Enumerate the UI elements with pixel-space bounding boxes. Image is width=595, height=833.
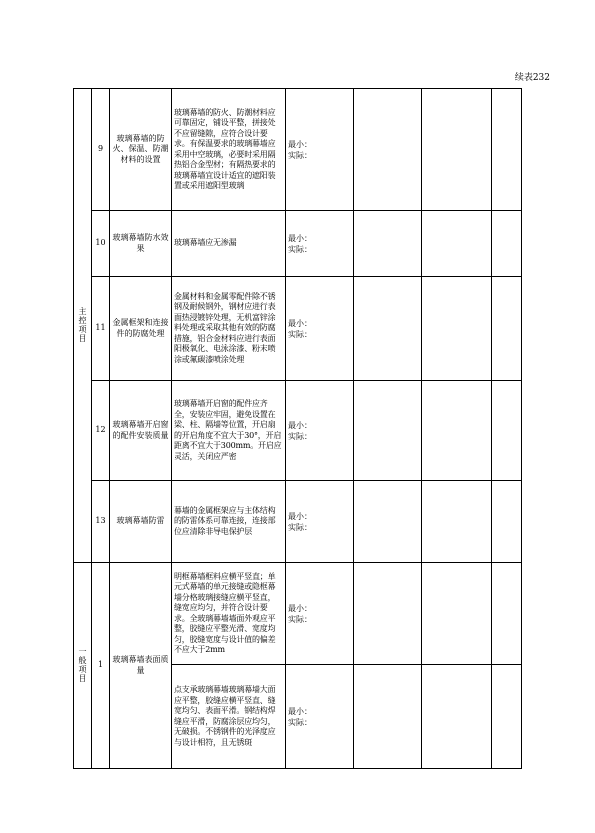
row-number: 11 <box>92 277 110 381</box>
measure-cell: 最小： 实际： <box>286 89 354 211</box>
blank-cell <box>354 211 422 277</box>
row-number: 1 <box>92 563 110 769</box>
blank-cell <box>422 481 492 563</box>
row-number: 9 <box>92 89 110 211</box>
blank-cell <box>492 381 522 481</box>
row-number: 12 <box>92 381 110 481</box>
requirement-text: 金属材料和金属零配件除不锈钢及耐候钢外，钢材应进行表面热浸镀锌处理，无机富锌涂料处理或采取其他有效的防腐措施，铝合金材料应进行表面阳极氧化、电泳涂漆、粉末喷涂或氟碳漆喷涂处理 <box>172 277 286 381</box>
blank-cell <box>492 277 522 381</box>
table-row <box>74 277 522 381</box>
blank-cell <box>422 665 492 769</box>
blank-cell <box>492 211 522 277</box>
category-main-cell: 主控项目 <box>74 89 92 563</box>
table-row <box>74 563 522 665</box>
blank-cell <box>422 277 492 381</box>
blank-cell <box>354 665 422 769</box>
requirement-text: 幕墙的金属框架应与主体结构的防雷体系可靠连接，连接部位应清除非导电保护层 <box>172 481 286 563</box>
page-number-label: 续表232 <box>514 73 550 83</box>
table-row <box>74 481 522 563</box>
blank-cell <box>354 563 422 665</box>
blank-cell <box>422 381 492 481</box>
blank-cell <box>422 89 492 211</box>
blank-cell <box>492 563 522 665</box>
item-name: 玻璃幕墙防水效果 <box>110 211 172 277</box>
blank-cell <box>422 563 492 665</box>
table-row <box>74 381 522 481</box>
blank-cell <box>354 89 422 211</box>
requirement-text: 玻璃幕墙的防火、防潮材料应可靠固定，铺设平整，拼接处不应留缝隙，应符合设计要求。有保温要求的玻璃幕墙应采用中空玻璃，必要时采用隔热铝合金型材；有隔热要求的玻璃幕墙宜设计适宜的遮阳装置或采用遮阳型玻璃 <box>172 89 286 211</box>
row-number: 10 <box>92 211 110 277</box>
requirement-text: 明框幕墙框料应横平竖直；单元式幕墙的单元接缝或隐框幕墙分格玻璃接缝应横平竖直，缝宽应均匀，并符合设计要求。全玻璃幕墙墙面外观应平整，胶缝应平整光滑、宽度均匀，胶缝宽度与设计值的偏差不应大于2mm <box>172 563 286 665</box>
blank-cell <box>354 381 422 481</box>
measure-cell: 最小： 实际： <box>286 563 354 665</box>
blank-cell <box>422 211 492 277</box>
table-row <box>74 211 522 277</box>
blank-cell <box>492 89 522 211</box>
row-number: 13 <box>92 481 110 563</box>
measure-cell: 最小： 实际： <box>286 381 354 481</box>
item-name: 玻璃幕墙防雷 <box>110 481 172 563</box>
requirement-text: 玻璃幕墙应无渗漏 <box>172 211 286 277</box>
measure-cell: 最小： 实际： <box>286 211 354 277</box>
inspection-table <box>73 88 522 769</box>
item-name: 玻璃幕墙的防火、保温、防潮材料的设置 <box>110 89 172 211</box>
measure-cell: 最小： 实际： <box>286 277 354 381</box>
item-name: 玻璃幕墙表面质量 <box>110 563 172 769</box>
table-row <box>74 89 522 211</box>
blank-cell <box>492 665 522 769</box>
requirement-text: 点支承玻璃幕墙玻璃幕墙大面应平整，胶缝应横平竖直、缝宽均匀、表面平滑。钢结构焊缝应平滑，防腐涂层应均匀，无破损。不锈钢件的光泽度应与设计相符，且无锈斑 <box>172 665 286 769</box>
blank-cell <box>492 481 522 563</box>
measure-cell: 最小： 实际： <box>286 481 354 563</box>
category-general-cell: 一般项目 <box>74 563 92 769</box>
item-name: 金属框架和连接件的防腐处理 <box>110 277 172 381</box>
blank-cell <box>354 277 422 381</box>
blank-cell <box>354 481 422 563</box>
item-name: 玻璃幕墙开启窗的配件安装质量 <box>110 381 172 481</box>
requirement-text: 玻璃幕墙开启窗的配件应齐全，安装应牢固，避免设置在梁、柱、隔墙等位置，开启扇的开启角度不宜大于30°，开启距离不宜大于300mm。开启应灵活，关闭应严密 <box>172 381 286 481</box>
measure-cell: 最小： 实际： <box>286 665 354 769</box>
